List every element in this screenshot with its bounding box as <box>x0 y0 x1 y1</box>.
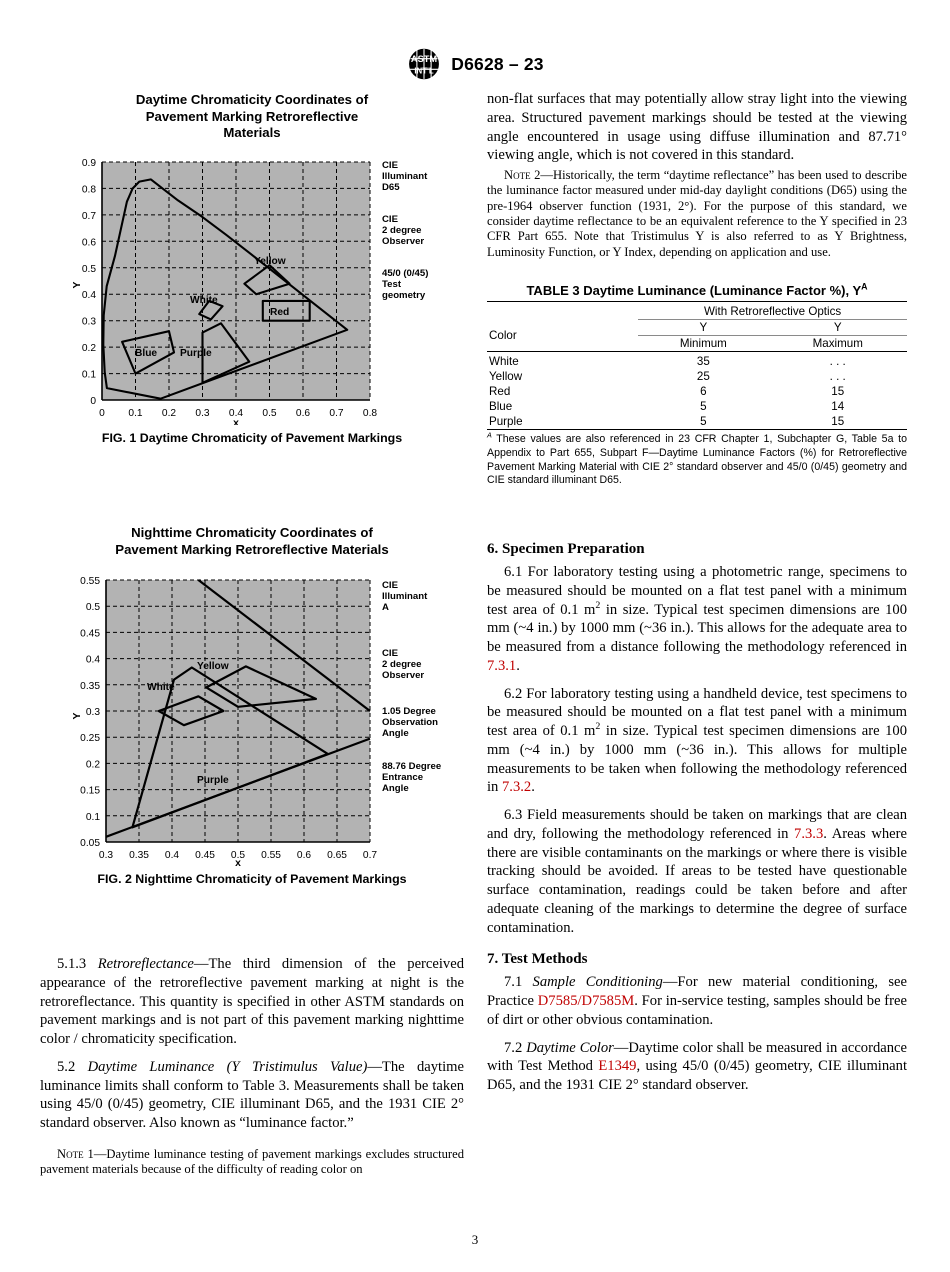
nighttime-chromaticity-plot <box>40 566 464 866</box>
link-7-3-2[interactable]: 7.3.2 <box>502 779 532 796</box>
annotation-3-line-3: Angle <box>382 728 409 740</box>
label-white: White <box>147 682 175 694</box>
svg-text:INT'L: INT'L <box>414 66 434 76</box>
cell-color: Purple <box>489 415 523 428</box>
para-term: Daytime Luminance (Y Tristimulus Value) <box>87 1058 368 1075</box>
annotation-2-line-2: 2 degree <box>382 659 422 671</box>
cell-color: Yellow <box>489 370 523 383</box>
left-column-text <box>40 955 464 1177</box>
para-number: 6.2 <box>504 685 527 702</box>
cell-max: 14 <box>831 400 845 413</box>
annotation-3-line-1: 45/0 (0/45) <box>382 267 429 279</box>
section-6-heading: 6. Specimen Preparation <box>487 541 645 557</box>
x-tick-0.65: 0.65 <box>327 850 347 862</box>
para-number: 7.1 <box>504 974 533 991</box>
para-text-a: Field measurements should be taken on markings that are clean and dry, following the methodology referenced in <box>487 807 907 842</box>
paragraph-6-2 <box>487 685 907 798</box>
label-blue: Blue <box>135 347 158 359</box>
y-tick-0.5: 0.5 <box>85 602 100 614</box>
x-tick-0.35: 0.35 <box>129 850 149 862</box>
right-column-top <box>487 90 907 260</box>
x-tick-0.7: 0.7 <box>362 850 378 862</box>
annotation-4-line-3: Angle <box>382 783 409 795</box>
y-tick-0.3: 0.3 <box>85 707 100 719</box>
y-tick-0.4: 0.4 <box>81 290 96 302</box>
x-tick-0.5: 0.5 <box>230 850 246 862</box>
para-term: Sample Conditioning <box>532 974 663 991</box>
figure-2-caption: FIG. 2 Nighttime Chromaticity of Pavement Markings <box>97 872 407 887</box>
cell-max: 15 <box>831 415 845 428</box>
y-tick-0.3: 0.3 <box>81 316 96 328</box>
x-tick-0.6: 0.6 <box>296 850 312 862</box>
para-text-b: . For in-service testing, samples should be free of dirt or other obvious contamination. <box>487 993 907 1028</box>
y-tick-0.2: 0.2 <box>85 759 100 771</box>
para-text: —The third dimension of the perceived appearance of the retroreflective pavement marking at night is the retroreflectance. This quantity is specified in other ASTM standards on pavement markings and is not part of this pavement marking nighttime color / chromaticity specification. <box>40 956 464 1047</box>
table-row <box>487 384 907 399</box>
y-tick-0.15: 0.15 <box>80 785 100 797</box>
label-purple: Purple <box>197 775 229 787</box>
y-tick-0.6: 0.6 <box>81 237 96 249</box>
link-7-3-3[interactable]: 7.3.3 <box>794 825 824 842</box>
link-e1349[interactable]: E1349 <box>598 1058 637 1075</box>
annotation-2-line-3: Observer <box>382 670 425 682</box>
document-number: D6628 – 23 <box>451 53 544 74</box>
y-tick-0.05: 0.05 <box>80 838 100 850</box>
annotation-1-line-3: D65 <box>382 181 400 193</box>
annotation-4-line-2: Entrance <box>382 772 424 784</box>
annotation-3-line-2: Test <box>382 278 402 290</box>
paragraph-7-2 <box>487 1039 907 1095</box>
para-number: 6.3 <box>504 807 527 823</box>
para-text-b: in size. Typical test specimen dimensions are 100 mm (~4 in.) by 1000 mm (~36 in.). This allows for multiple measurements to be taken when following the methodology referenced in <box>487 723 907 796</box>
table-row <box>487 352 907 370</box>
table-3-title <box>487 283 907 298</box>
y-tick-0.2: 0.2 <box>81 342 96 354</box>
label-red: Red <box>270 306 290 318</box>
y-tick-0.5: 0.5 <box>81 263 96 275</box>
y-tick-0.8: 0.8 <box>81 184 96 196</box>
x-axis-title: x <box>233 417 239 425</box>
y-tick-0.7: 0.7 <box>81 210 96 222</box>
y-tick-0: 0 <box>90 395 96 407</box>
para-term: Daytime Color <box>526 1039 614 1056</box>
table-3-title-footnote-marker: A <box>861 281 868 292</box>
annotation-3-line-1: 1.05 Degree <box>382 706 436 718</box>
para-number: 5.2 <box>57 1058 88 1075</box>
para-term: Retroreflectance <box>97 956 194 972</box>
spacer-cell <box>487 302 638 320</box>
astm-logo <box>406 48 442 80</box>
figure-1-chart <box>40 150 464 425</box>
paragraph-6-1 <box>487 563 907 676</box>
annotation-3-line-2: Observation <box>382 717 438 729</box>
annotation-2-line-3: Observer <box>382 235 425 247</box>
para-text-b: , using 45/0 (0/45) geometry, CIE illuminant D65, and the 1931 CIE 2° standard observer. <box>487 1058 907 1093</box>
annotation-1-line-2: Illuminant <box>382 591 428 603</box>
note-label: Note 2 <box>504 168 541 182</box>
para-text-b: in size. Typical test specimen dimensions are 100 mm (~4 in.) by 1000 mm (~36 in.). This allows for the adequate area to be measured from a distance following the methodology referenced in <box>487 601 907 655</box>
paragraph-top-continuation: non-flat surfaces that may potentially allow stray light into the viewing area. Structured pavement markings should be tested at the viewing angle encountered in usage using diffuse illumination and 87.71° viewing angle, which is not covered in this standard. <box>487 91 907 164</box>
x-tick-0.3: 0.3 <box>98 850 114 862</box>
x-tick-0.2: 0.2 <box>161 407 177 419</box>
footnote-text: These values are also referenced in 23 CFR Chapter 1, Subchapter G, Table 5a to Appendix to Part 655, Subpart F—Daytime Luminance Factors (%) for Retroreflective Pavement Marking Material with CIE 2° standard observer and 45/0 (0/45) geometry and CIE standard illuminant D65. <box>487 433 907 487</box>
section-7-heading: 7. Test Methods <box>487 951 588 968</box>
note-1 <box>40 1147 464 1178</box>
annotation-4-line-1: 88.76 Degree <box>382 761 442 773</box>
y-tick-0.45: 0.45 <box>80 628 100 640</box>
x-axis-title: x <box>235 858 241 867</box>
para-text-b: . Areas where there are visible contaminants on the markings or where there is visible tracking should be avoided. If areas to be tested have questionable surface contamination, readings could be taken before and after adequate cleaning of the markings to determine the degree of surface contamination. <box>487 825 907 936</box>
para-number: 5.1.3 <box>57 956 98 972</box>
right-column-sections <box>487 528 907 1095</box>
table-bottom-rule-row <box>487 430 907 431</box>
table-subheader-row-y <box>487 320 907 336</box>
y-tick-0.55: 0.55 <box>80 576 100 588</box>
para-number: 7.2 <box>504 1039 527 1056</box>
table-3-footnote <box>487 430 907 488</box>
col-header-y-min: Y <box>638 320 768 336</box>
para-number: 6.1 <box>504 564 528 580</box>
figure-1-title <box>87 92 417 142</box>
note-2 <box>487 168 907 260</box>
y-axis-title: Y <box>72 712 83 720</box>
figure-2 <box>40 525 464 886</box>
figure-1-title-line-3: Materials <box>223 125 281 141</box>
cell-min: 35 <box>696 355 710 368</box>
para-text-a: —For new material conditioning, see Practice <box>487 974 907 1009</box>
annotation-2-line-2: 2 degree <box>382 224 422 236</box>
annotation-2-line-1: CIE <box>382 648 398 660</box>
label-yellow: Yellow <box>197 661 229 673</box>
link-7-3-1[interactable]: 7.3.1 <box>487 657 517 674</box>
label-yellow: Yellow <box>254 255 286 267</box>
figure-1-title-line-2: Pavement Marking Retroreflective <box>145 108 359 124</box>
y-tick-0.1: 0.1 <box>81 369 96 381</box>
x-tick-0.55: 0.55 <box>261 850 281 862</box>
table-3-block <box>487 283 907 488</box>
figure-1-caption: FIG. 1 Daytime Chromaticity of Pavement Markings <box>101 430 403 445</box>
table-group-header-row <box>487 302 907 320</box>
para-text-a: —Daytime color shall be measured in accordance with Test Method <box>487 1039 907 1075</box>
cell-min: 6 <box>700 385 707 398</box>
note-text: —Historically, the term “daytime reflectance” has been used to describe the luminance factor measured under mid-day daylight conditions (D65) using the pre-1964 observer function (1931, 2°). For the purpose of this standard, we consider daytime reflectance to be an equivalent reference to the Y specified in 23 CFR Part 655. Note that Tristimulus Y is also referred to as Y Brightness, Luminosity Function, or Y Index, depending on application and use. <box>487 168 908 259</box>
cell-min: 25 <box>696 370 710 383</box>
cell-min: 5 <box>700 415 707 428</box>
figure-1-title-line-1: Daytime Chromaticity Coordinates of <box>135 92 369 107</box>
cell-color: Red <box>489 385 511 398</box>
figure-2-title <box>62 525 442 558</box>
annotation-1-line-1: CIE <box>382 580 398 592</box>
svg-text:ASTM: ASTM <box>411 54 438 65</box>
label-purple: Purple <box>180 347 212 359</box>
para-text: —The daytime luminance limits shall conform to Table 3. Measurements shall be taken using 45/0 (0/45) geometry, CIE illuminant D65, and the 1931 CIE 2° standard observer. Also known as “luminance factor.” <box>40 1058 464 1131</box>
paragraph-5-1-3 <box>40 955 464 1049</box>
y-tick-0.9: 0.9 <box>81 157 96 169</box>
annotation-2-line-1: CIE <box>382 213 398 225</box>
y-tick-0.35: 0.35 <box>80 681 100 693</box>
paragraph-7-1 <box>487 973 907 1029</box>
table-row <box>487 399 907 414</box>
para-text-a: For laboratory testing using a handheld device, test specimens to be measured should be mounted on a flat test panel with a minimum test area of 0.1 m <box>487 685 907 739</box>
label-white: White <box>190 294 218 306</box>
page-number: 3 <box>471 1232 479 1247</box>
annotation-1-line-1: CIE <box>382 159 398 171</box>
annotation-1-line-2: Illuminant <box>382 170 428 182</box>
y-tick-0.25: 0.25 <box>80 733 100 745</box>
link-d7585[interactable]: D7585/D7585M <box>537 993 635 1009</box>
x-tick-0.4: 0.4 <box>164 850 180 862</box>
paragraph-5-2 <box>40 1058 464 1133</box>
x-tick-0.6: 0.6 <box>295 407 311 419</box>
table-3-title-text: TABLE 3 Daytime Luminance (Luminance Factor %), Y <box>526 283 862 298</box>
group-header-cell: With Retroreflective Optics <box>703 305 842 318</box>
col-header-maximum: Maximum <box>768 336 907 352</box>
table-3 <box>487 301 907 430</box>
daytime-chromaticity-plot <box>40 150 464 425</box>
figure-2-chart <box>40 566 464 866</box>
x-tick-0.4: 0.4 <box>228 407 244 419</box>
annotation-3-line-3: geometry <box>382 289 426 301</box>
table-row <box>487 369 907 384</box>
figure-1 <box>40 92 464 445</box>
x-tick-0.5: 0.5 <box>262 407 277 419</box>
cell-color: White <box>489 355 519 368</box>
x-tick-0.8: 0.8 <box>362 407 378 419</box>
col-header-color: Color <box>489 328 517 342</box>
x-tick-0: 0 <box>99 407 105 419</box>
cell-max: 15 <box>831 385 845 398</box>
para-end: . <box>516 657 520 674</box>
superscript-2: 2 <box>595 599 601 611</box>
page-header <box>0 48 950 80</box>
x-tick-0.1: 0.1 <box>128 407 143 419</box>
col-header-y-max: Y <box>768 320 907 336</box>
note-label: Note 1 <box>57 1146 94 1161</box>
annotation-1-line-3: A <box>382 602 389 614</box>
cell-max: . . . <box>829 355 846 368</box>
cell-color: Blue <box>489 400 513 413</box>
table-row <box>487 414 907 430</box>
x-tick-0.45: 0.45 <box>195 850 215 862</box>
figure-2-title-line-2: Pavement Marking Retroreflective Materials <box>115 541 389 557</box>
col-header-minimum: Minimum <box>638 336 768 352</box>
x-tick-0.3: 0.3 <box>195 407 210 419</box>
para-end: . <box>531 779 535 796</box>
cell-min: 5 <box>700 400 707 413</box>
x-tick-0.7: 0.7 <box>329 407 344 419</box>
superscript-2: 2 <box>595 721 601 733</box>
y-tick-0.4: 0.4 <box>85 654 100 666</box>
para-text-a: For laboratory testing using a photometric range, specimens to be measured should be mounted on a flat test panel with a minimum test area of 0.1 m <box>487 564 908 618</box>
paragraph-6-3 <box>487 806 907 937</box>
y-axis-title: Y <box>72 281 83 289</box>
cell-max: . . . <box>829 370 846 383</box>
figure-2-title-line-1: Nighttime Chromaticity Coordinates of <box>131 525 373 540</box>
footnote-marker: A <box>487 430 492 440</box>
y-tick-0.1: 0.1 <box>85 812 100 824</box>
note-text: —Daytime luminance testing of pavement markings excludes structured pavement materials because of the difficulty of reading color on <box>40 1146 464 1177</box>
